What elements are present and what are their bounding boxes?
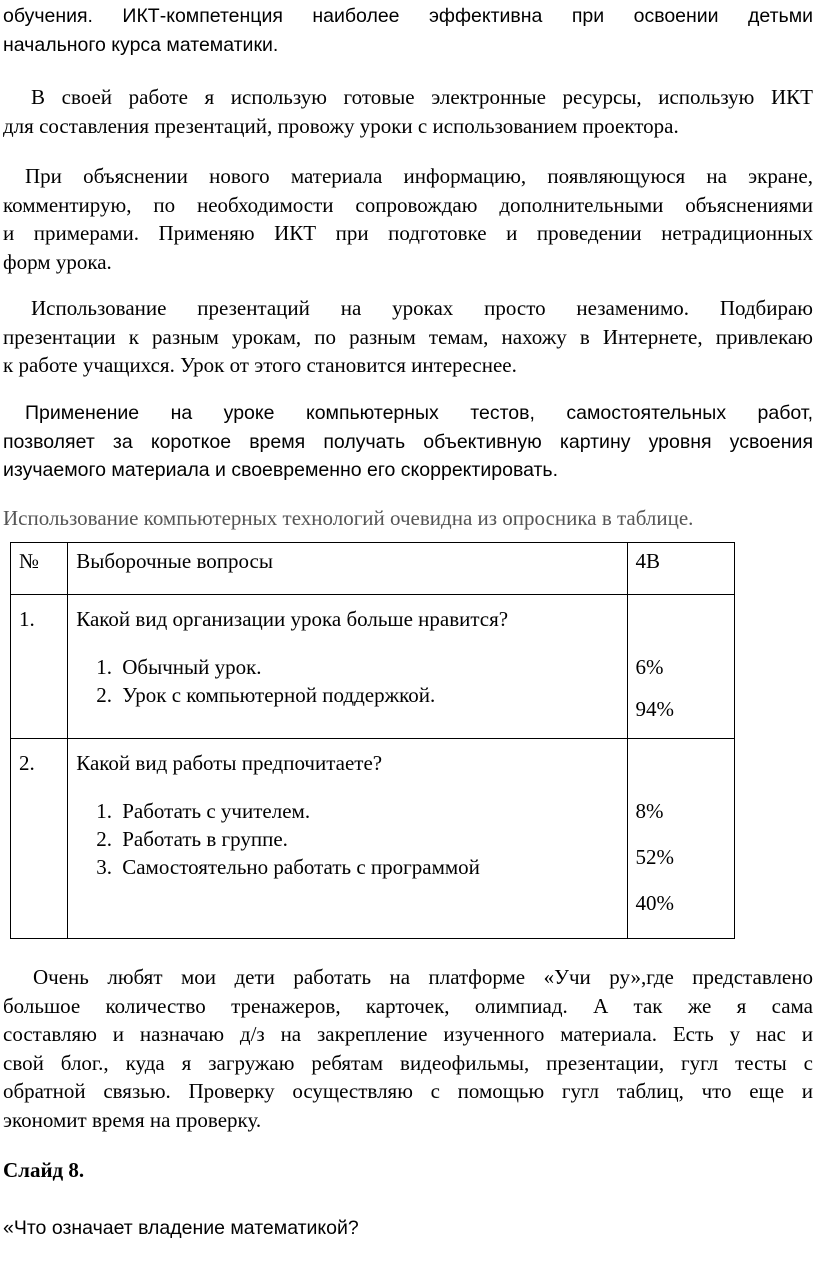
- survey-table: [10, 542, 735, 939]
- header-number: №: [11, 543, 68, 595]
- paragraph-explaining-material: [3, 162, 813, 276]
- row-question-cell: [68, 739, 627, 939]
- text-line: комментирую, по необходимости сопровождаю дополнительными объяснениями: [3, 192, 813, 217]
- question-text: Какой вид организации урока больше нравится?: [76, 607, 509, 631]
- row-number: 2.: [11, 739, 68, 939]
- paragraph-uchi-ru: [3, 963, 813, 1134]
- slide-question: [3, 1214, 813, 1243]
- percent-value: 40%: [635, 891, 675, 915]
- paragraph-computer-tests: [3, 399, 813, 485]
- slide-title: Слайд 8.: [3, 1158, 85, 1182]
- paragraph-electronic-resources: [3, 83, 813, 140]
- text-line: большое количество тренажеров, карточек, олимпиад. А так же я сама: [3, 993, 813, 1018]
- slide-heading: [3, 1156, 813, 1185]
- text-line: позволяет за короткое время получать объективную картину уровня усвоения: [3, 430, 813, 453]
- row-question-cell: [68, 595, 627, 739]
- text-line: обучения. ИКТ-компетенция наиболее эффективна при освоении детьми: [3, 5, 813, 27]
- percent-value: 8%: [635, 799, 664, 823]
- text-line: При объяснении нового материала информацию, появляющуюся на экране,: [25, 164, 813, 188]
- text-line: форм урока.: [3, 249, 112, 274]
- text-line: изучаемого материала и своевременно его скорректировать.: [3, 459, 559, 481]
- text-line: к работе учащихся. Урок от этого становится интереснее.: [3, 353, 517, 377]
- paragraph-presentations: [3, 294, 813, 380]
- text-line: Очень любят мои дети работать на платформе «Учи ру»,где представлено: [33, 965, 813, 989]
- text-line: для составления презентаций, провожу уроки с использованием проектора.: [3, 113, 679, 138]
- table-row: [11, 595, 735, 739]
- text-line: экономит время на проверку.: [3, 1107, 262, 1132]
- question-text: Какой вид работы предпочитаете?: [76, 751, 383, 775]
- header-class: 4В: [627, 543, 734, 595]
- paragraph-ikt-effectiveness: [3, 2, 813, 59]
- percent-value: 6%: [635, 655, 664, 679]
- text-line: В своей работе я использую готовые электронные ресурсы, использую ИКТ: [31, 85, 813, 109]
- answer-option: 1. Обычный урок.: [96, 655, 262, 679]
- answer-option: 3. Самостоятельно работать с программой: [96, 855, 480, 879]
- text-line: и примерами. Применяю ИКТ при подготовке и проведении нетрадиционных: [3, 221, 813, 245]
- text-line: свой блог., куда я загружаю ребятам видеофильмы, презентации, гугл тесты с: [3, 1050, 813, 1075]
- text-line: презентации к разным урокам, по разным темам, нахожу в Интернете, привлекаю: [3, 324, 813, 349]
- percent-value: 52%: [635, 845, 675, 869]
- percent-value: 94%: [635, 697, 675, 721]
- text-line: составляю и назначаю д/з на закрепление изученного материала. Есть у нас и: [3, 1022, 813, 1046]
- text-line: Применение на уроке компьютерных тестов, самостоятельных работ,: [25, 402, 813, 424]
- text-line: обратной связью. Проверку осуществляю с помощью гугл таблиц, что еще и: [3, 1079, 813, 1103]
- header-questions: Выборочные вопросы: [68, 543, 627, 595]
- text-line: Использование компьютерных технологий очевидна из опросника в таблице.: [3, 506, 694, 530]
- table-header-row: [11, 543, 735, 595]
- text-line: Использование презентаций на уроках просто незаменимо. Подбираю: [31, 296, 813, 320]
- answer-option: 2. Работать в группе.: [96, 827, 288, 851]
- answer-option: 1. Работать с учителем.: [96, 799, 311, 823]
- table-row: [11, 739, 735, 939]
- row-values-cell: [627, 739, 734, 939]
- question-text: «Что означает владение математикой?: [3, 1217, 359, 1239]
- text-line: начального курса математики.: [3, 33, 279, 56]
- table-caption: [3, 504, 813, 533]
- answer-option: 2. Урок с компьютерной поддержкой.: [96, 683, 436, 707]
- row-values-cell: [627, 595, 734, 739]
- row-number: 1.: [11, 595, 68, 739]
